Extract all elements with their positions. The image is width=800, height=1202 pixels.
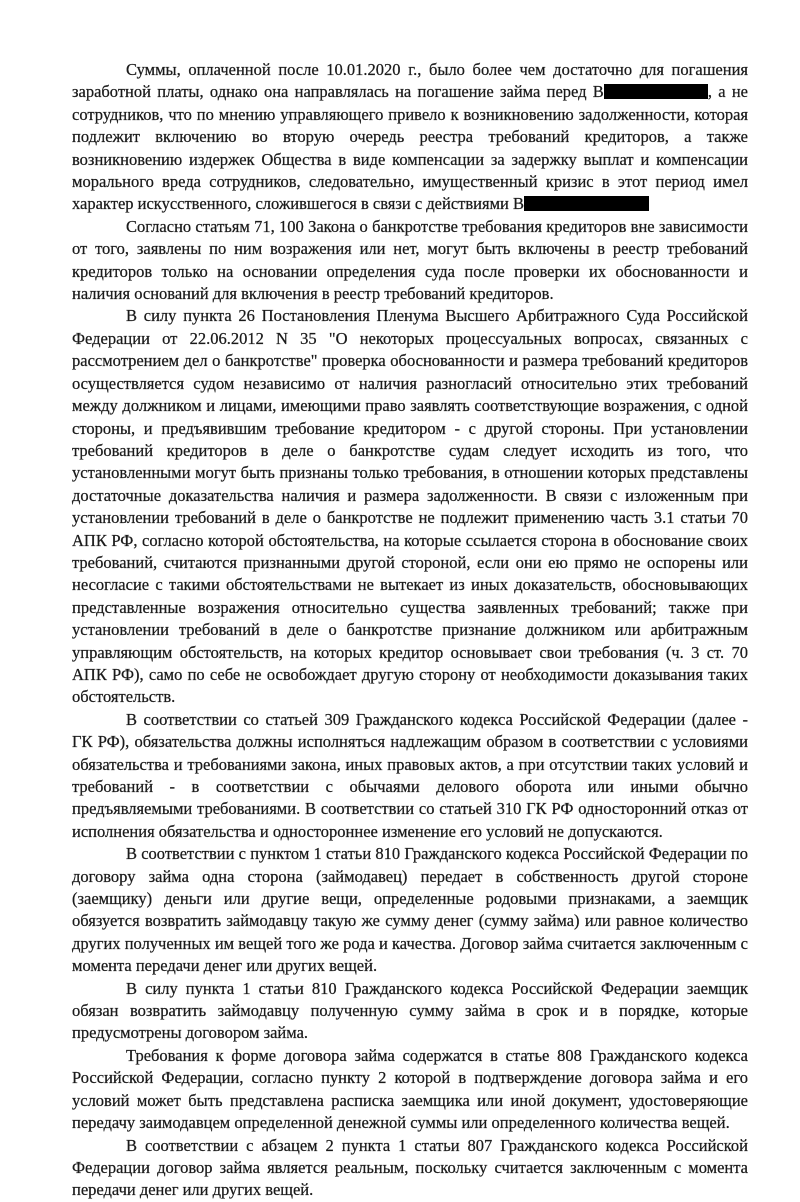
paragraph	[72, 1135, 748, 1202]
paragraph	[72, 843, 748, 977]
paragraph-text: В силу пункта 26 Постановления Пленума Высшего Арбитражного Суда Российской Федерации от 22.06.2012 N 35 "О некоторых процессуальных вопросах, связанных с рассмотрением дел о банкротстве" проверка обоснованности и размера требований кредиторов осуществляется судом независимо от наличия разногласий относительно этих требований между должником и лицами, имеющими право заявлять соответствующие возражения, с одной стороны, и предъявившим требование кредитором - с другой стороны. При установлении требований кредиторов в деле о банкротстве судам следует исходить из того, что установленными могут быть признаны только требования, в отношении которых представлены достаточные доказательства наличия и размера задолженности. В связи с изложенным при установлении требований в деле о банкротстве не подлежит применению часть 3.1 статьи 70 АПК РФ, согласно которой обстоятельства, на которые ссылается сторона в обоснование своих требований, считаются признанными другой стороной, если они ею прямо не оспорены или несогласие с такими обстоятельствами не вытекает из иных доказательств, обосновывающих представленные возражения относительно существа заявленных требований; также при установлении требований в деле о банкротстве признание должником или арбитражным управляющим обстоятельств, на которых кредитор основывает свои требования (ч. 3 ст. 70 АПК РФ), само по себе не освобождает другую сторону от необходимости доказывания таких обстоятельств.	[72, 306, 748, 707]
paragraph	[72, 1045, 748, 1135]
paragraph	[72, 978, 748, 1045]
paragraph-text: В соответствии со статьей 309 Гражданского кодекса Российской Федерации (далее - ГК РФ), обязательства должны исполняться надлежащим образом в соответствии с условиями обязательства и требованиями закона, иных правовых актов, а при отсутствии таких условий и требований - в соответствии с обычаями делового оборота или иными обычно предъявляемыми требованиями. В соответствии со статьей 310 ГК РФ односторонний отказ от исполнения обязательства и одностороннее изменение его условий не допускаются.	[72, 709, 748, 841]
paragraph-text: , а не сотрудников, что по мнению управляющего привело к возникновению задолженности, которая подлежит включению во вторую очередь реестра требований кредиторов, а также возникновению издержек Общества в виде компенсации за задержку выплат и компенсации морального вреда сотрудников, следовательно, имущественный кризис в этот период имел характер искусственного, сложившегося в связи с действиями В	[72, 82, 748, 214]
redaction-box	[524, 196, 649, 211]
paragraph	[72, 305, 748, 708]
paragraph-text: Согласно статьям 71, 100 Закона о банкротстве требования кредиторов вне зависимости от того, заявлены по ним возражения или нет, могут быть включены в реестр требований кредиторов только на основании определения суда после проверки их обоснованности и наличия оснований для включения в реестр требований кредиторов.	[72, 216, 748, 304]
paragraph-text: В силу пункта 1 статьи 810 Гражданского кодекса Российской Федерации заемщик обязан возвратить займодавцу полученную сумму займа в срок и в порядке, которые предусмотрены договором займа.	[72, 978, 748, 1043]
paragraph-text: В соответствии с абзацем 2 пункта 1 статьи 807 Гражданского кодекса Российской Федерации договор займа является реальным, поскольку считается заключенным с момента передачи денег или других вещей.	[72, 1135, 748, 1200]
paragraph-text: Требования к форме договора займа содержатся в статье 808 Гражданского кодекса Российской Федерации, согласно пункту 2 которой в подтверждение договора займа и его условий может быть представлена расписка заемщика или иной документ, удостоверяющие передачу заимодавцем определенной денежной суммы или определенного количества вещей.	[72, 1045, 748, 1133]
document-body	[72, 59, 748, 1202]
paragraph	[72, 59, 748, 216]
paragraph	[72, 709, 748, 843]
redaction-box	[604, 84, 708, 99]
paragraph	[72, 216, 748, 306]
paragraph-text: Суммы, оплаченной после 10.01.2020 г., было более чем достаточно для погашения заработной платы, однако она направлялась на погашение займа перед В	[72, 60, 748, 102]
paragraph-text: В соответствии с пунктом 1 статьи 810 Гражданского кодекса Российской Федерации по договору займа одна сторона (займодавец) передает в собственность другой стороне (заемщику) деньги или другие вещи, определенные родовыми признаками, а заемщик обязуется возвратить займодавцу такую же сумму денег (сумму займа) или равное количество других полученных им вещей того же рода и качества. Договор займа считается заключенным с момента передачи денег или других вещей.	[72, 844, 748, 976]
